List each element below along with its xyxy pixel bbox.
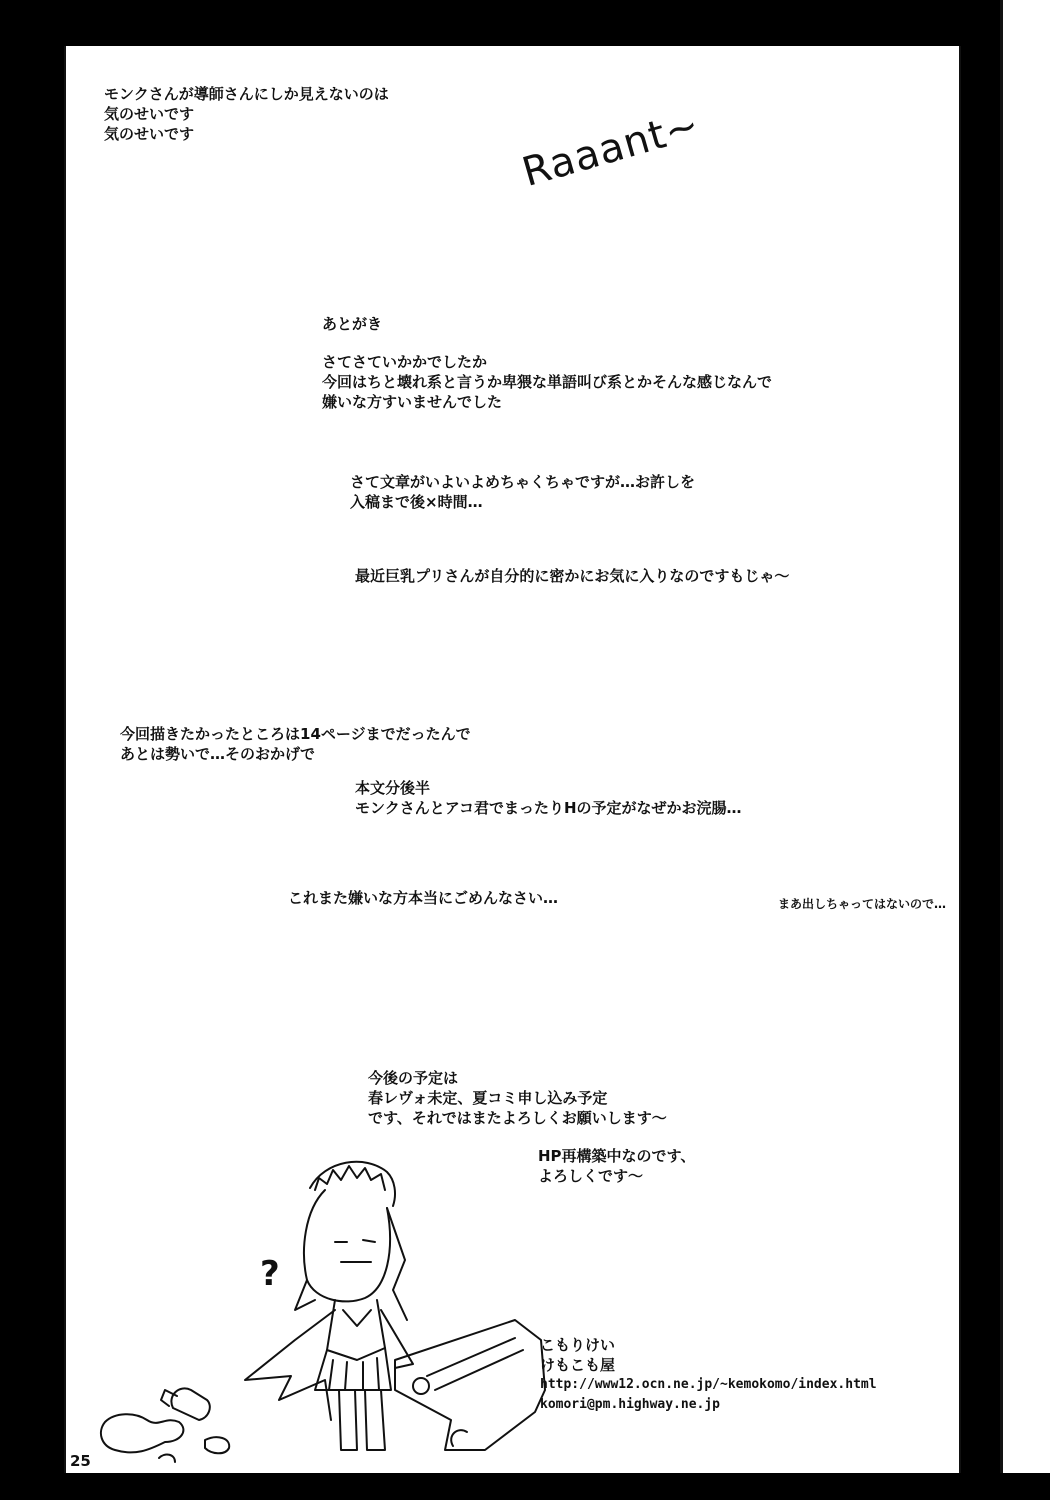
website-url: http://www12.ocn.ne.jp/~kemokomo/index.html bbox=[540, 1377, 877, 1392]
top-note bbox=[104, 84, 389, 144]
wrench bbox=[395, 1320, 545, 1450]
email-address: komori@pm.highway.ne.jp bbox=[540, 1397, 721, 1412]
para-line: 入稿まで後×時間… bbox=[350, 493, 483, 511]
raaant-handwritten: Raaant~ bbox=[517, 101, 705, 196]
afterword-para8 bbox=[538, 1146, 695, 1186]
afterword-para5 bbox=[355, 778, 742, 818]
para-line: あとは勢いで…そのおかげで bbox=[120, 745, 316, 763]
maid-illustration bbox=[95, 1150, 555, 1470]
circle-name: けもこも屋 bbox=[540, 1356, 616, 1374]
afterword-aside: まあ出しちゃってはないので… bbox=[778, 897, 947, 911]
headdress bbox=[310, 1162, 395, 1206]
author-name: こもりけい bbox=[540, 1336, 616, 1354]
afterword-para3: 最近巨乳プリさんが自分的に密かにお気に入りなのですもじゃ〜 bbox=[355, 567, 790, 585]
afterword-para4 bbox=[120, 724, 471, 764]
para-line: 本文分後半 bbox=[355, 779, 431, 797]
head bbox=[304, 1190, 390, 1301]
bottle bbox=[171, 1388, 209, 1420]
puddle bbox=[101, 1414, 183, 1452]
afterword-para6: これまた嫌いな方本当にごめんなさい… bbox=[288, 889, 559, 907]
afterword-para7 bbox=[368, 1068, 667, 1128]
bottom-border bbox=[0, 1473, 1050, 1500]
para-line: さて文章がいよいよめちゃくちゃですが…お許しを bbox=[350, 473, 696, 491]
para-line: 今回はちと壊れ系と言うか卑猥な単語叫び系とかそんな感じなんで bbox=[322, 373, 773, 391]
para-line: 春レヴォ未定、夏コミ申し込み予定 bbox=[368, 1089, 608, 1107]
para-line: 嫌いな方すいませんでした bbox=[322, 393, 503, 411]
para-line: 今回描きたかったところは14ページまでだったんで bbox=[120, 725, 471, 743]
credits-block bbox=[540, 1335, 877, 1415]
para-line: です、それではまたよろしくお願いします〜 bbox=[368, 1109, 667, 1127]
right-margin bbox=[1000, 0, 1050, 1500]
afterword-para2 bbox=[350, 472, 695, 512]
page-number: 25 bbox=[70, 1452, 91, 1470]
top-note-line: 気のせいです bbox=[104, 125, 195, 143]
para-line: さてさていかかでしたか bbox=[322, 353, 488, 371]
para-line: よろしくです〜 bbox=[538, 1167, 644, 1185]
question-mark: ? bbox=[260, 1254, 280, 1294]
afterword-heading: あとがき bbox=[322, 315, 383, 333]
para-line: HP再構築中なのです、 bbox=[538, 1147, 696, 1165]
para-line: 今後の予定は bbox=[368, 1069, 459, 1087]
afterword-para1 bbox=[322, 352, 772, 412]
para-line: モンクさんとアコ君でまったりHの予定がなぜかお浣腸… bbox=[355, 799, 742, 817]
top-border bbox=[0, 0, 1050, 46]
top-note-line: 気のせいです bbox=[104, 105, 195, 123]
top-note-line: モンクさんが導師さんにしか見えないのは bbox=[104, 85, 389, 103]
